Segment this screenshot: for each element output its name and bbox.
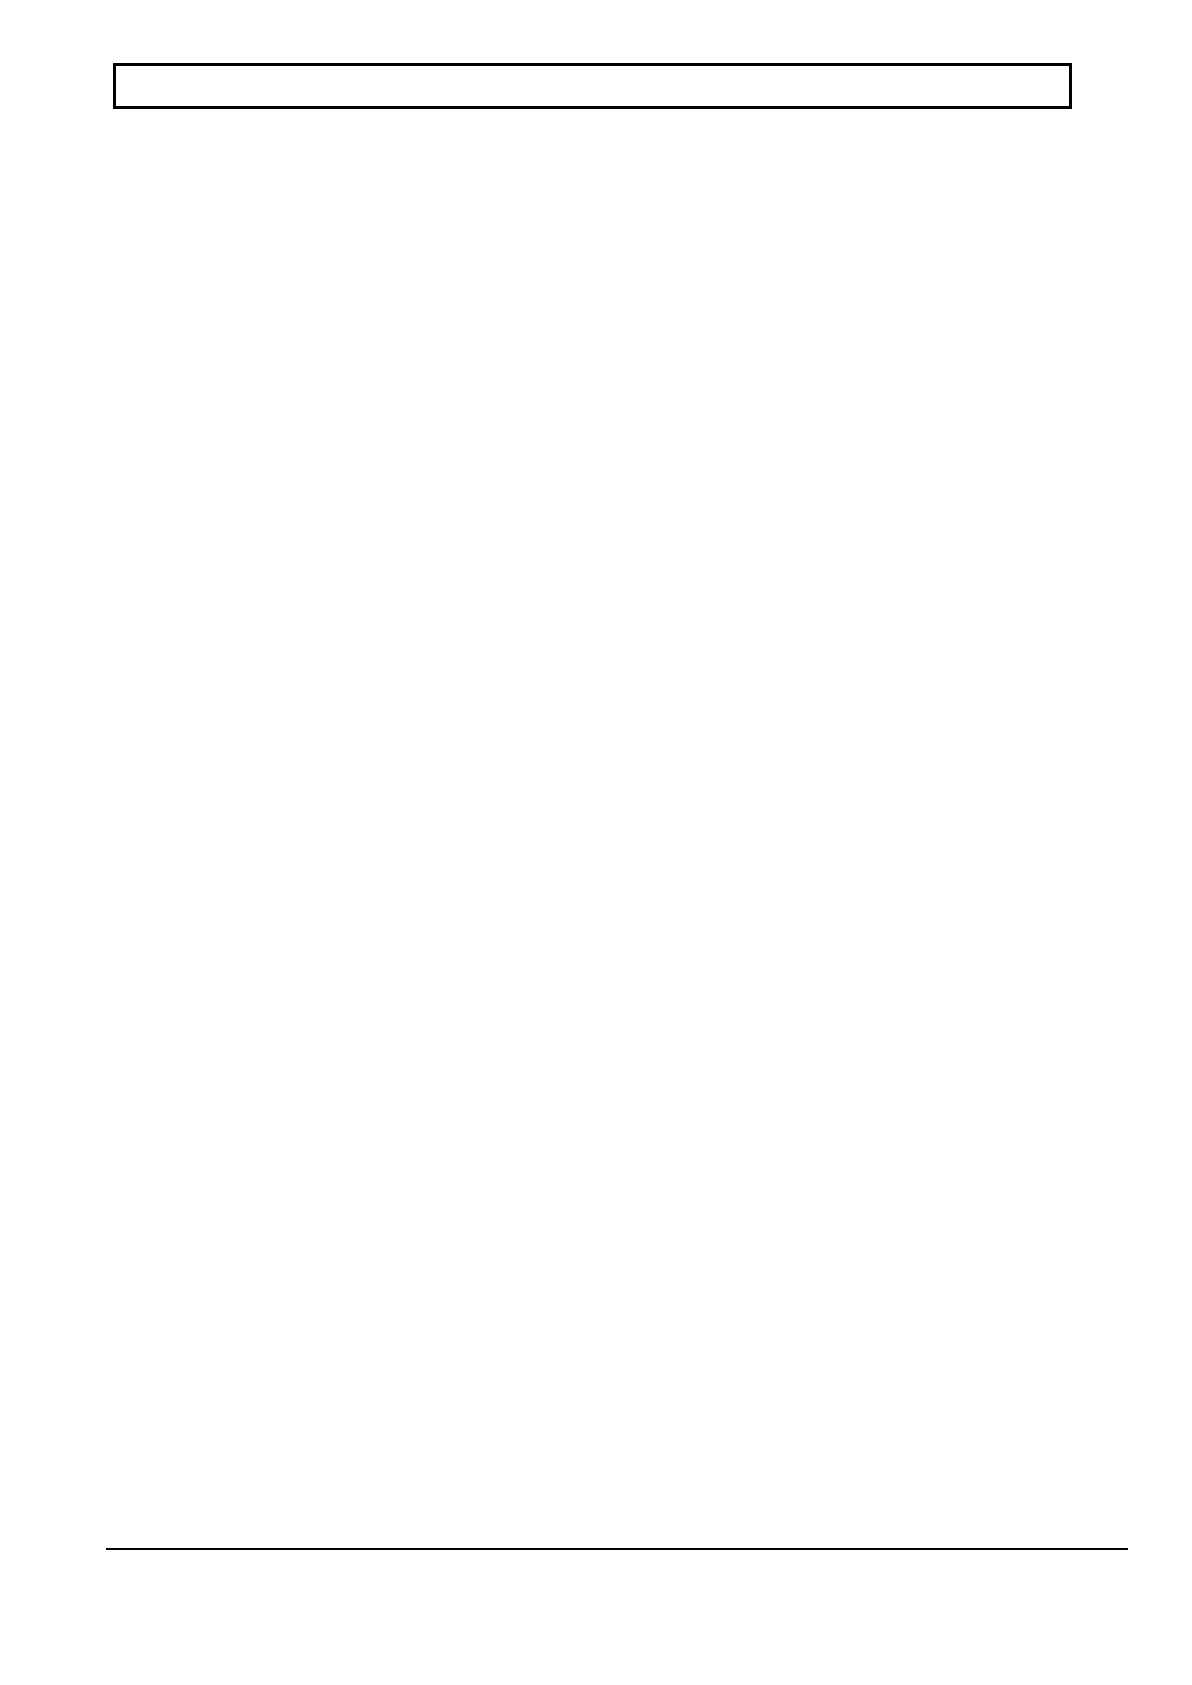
footer-rule xyxy=(106,1548,1128,1550)
